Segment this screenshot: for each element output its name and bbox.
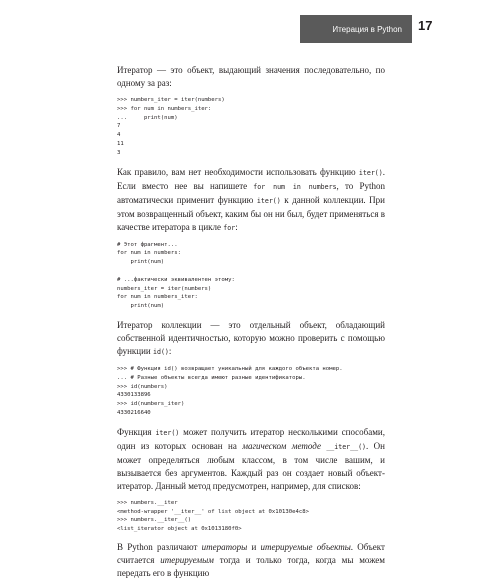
code-line: print(num) (117, 303, 165, 310)
code-block (117, 499, 385, 534)
code-line (117, 267, 385, 276)
code-line: for num in numbers: (117, 250, 181, 257)
code-line: >>> # Функция id() возвращает уникальный для каждого объекта номер. (117, 365, 343, 372)
code-line: 4330133896 (117, 392, 151, 399)
text-run: . Объект считается (117, 541, 385, 565)
text-run: : (168, 345, 172, 356)
code-line: # ...фактически эквивалентен этому: (117, 276, 235, 283)
text-run: может получить итератор несколькими способами, один из которых основан на (117, 426, 385, 451)
text-run: к данной коллекции. При этом возвращенный объект, каким бы он ни был, будет применяться в качестве итератора в цикле (117, 194, 385, 232)
text-run: , то Python автоматически применит функцию (117, 180, 385, 205)
code-line: 4 (117, 132, 121, 139)
code-line: <method-wrapper '__iter__' of list object at 0x10130e4c8> (117, 508, 309, 515)
inline-code: iter() (256, 196, 281, 205)
text-run: Как правило, вам нет необходимости использовать функцию (117, 166, 359, 177)
code-line: >>> numbers_iter = iter(numbers) (117, 97, 225, 103)
code-line: 4330216640 (117, 409, 151, 416)
page-header (0, 15, 500, 43)
inline-code: __iter__() (326, 442, 367, 451)
running-header (300, 15, 412, 43)
inline-code: id() (153, 347, 169, 356)
code-line: >>> numbers.__iter__() (117, 517, 192, 524)
code-block (117, 241, 385, 311)
paragraph (117, 64, 385, 90)
inline-code: for num in numbers (253, 182, 337, 191)
emphasized-term: магическом методе (242, 440, 321, 451)
code-line: 11 (117, 140, 124, 147)
code-line: >>> id(numbers) (117, 383, 168, 390)
text-run: В Python различают (117, 541, 202, 552)
code-line: ... print(num) (117, 114, 178, 121)
code-line: # Этот фрагмент... (117, 241, 178, 248)
text-run: . Если вместо нее вы напишете (117, 166, 385, 191)
code-line: 7 (117, 123, 121, 130)
emphasized-term: итерируемым (160, 554, 214, 565)
emphasized-term: итераторы (201, 541, 248, 552)
code-line: >>> for num in numbers_iter: (117, 105, 212, 112)
code-line: >>> numbers.__iter (117, 499, 178, 506)
code-line: >>> id(numbers_iter) (117, 401, 185, 408)
section-title: Итерация в Python (332, 24, 402, 34)
paragraph (117, 166, 385, 235)
code-line: <list_iterator object at 0x1013180f0> (117, 526, 242, 533)
paragraph (117, 319, 385, 359)
code-block (117, 96, 385, 158)
page-body (117, 64, 385, 580)
text-run: и (247, 541, 261, 552)
code-line: 3 (117, 149, 121, 156)
text-run: Функция (117, 426, 156, 437)
text-run: Итератор — это объект, выдающий значения последовательно, по одному за раз: (117, 65, 385, 88)
inline-code: for (223, 223, 236, 232)
inline-code: iter() (155, 428, 180, 437)
paragraph (117, 426, 385, 493)
code-line: numbers_iter = iter(numbers) (117, 285, 212, 292)
text-run: . Он может определяться любым классом, в том числе вашим, и вызывается без аргументов. Каждый раз он создает новый объект-итератор. Данный метод предусмотрен, например, для списков: (117, 440, 385, 491)
inline-code: iter() (358, 168, 383, 177)
code-line: ... # Разные объекты всегда имеют разные идентификаторы. (117, 374, 306, 381)
text-run: тогда и только тогда, когда мы можем передать его в функцию (117, 554, 385, 578)
emphasized-term: итерируемые объекты (260, 541, 351, 552)
code-line: for num in numbers_iter: (117, 294, 198, 301)
paragraph (117, 541, 385, 580)
page-number: 17 (418, 18, 433, 33)
text-run: : (235, 221, 238, 232)
code-block (117, 365, 385, 418)
code-line: print(num) (117, 259, 165, 266)
text-run: Итератор коллекции — это отдельный объект, обладающий собственной идентичностью, которую можно проверить с помощью функции (117, 319, 385, 356)
